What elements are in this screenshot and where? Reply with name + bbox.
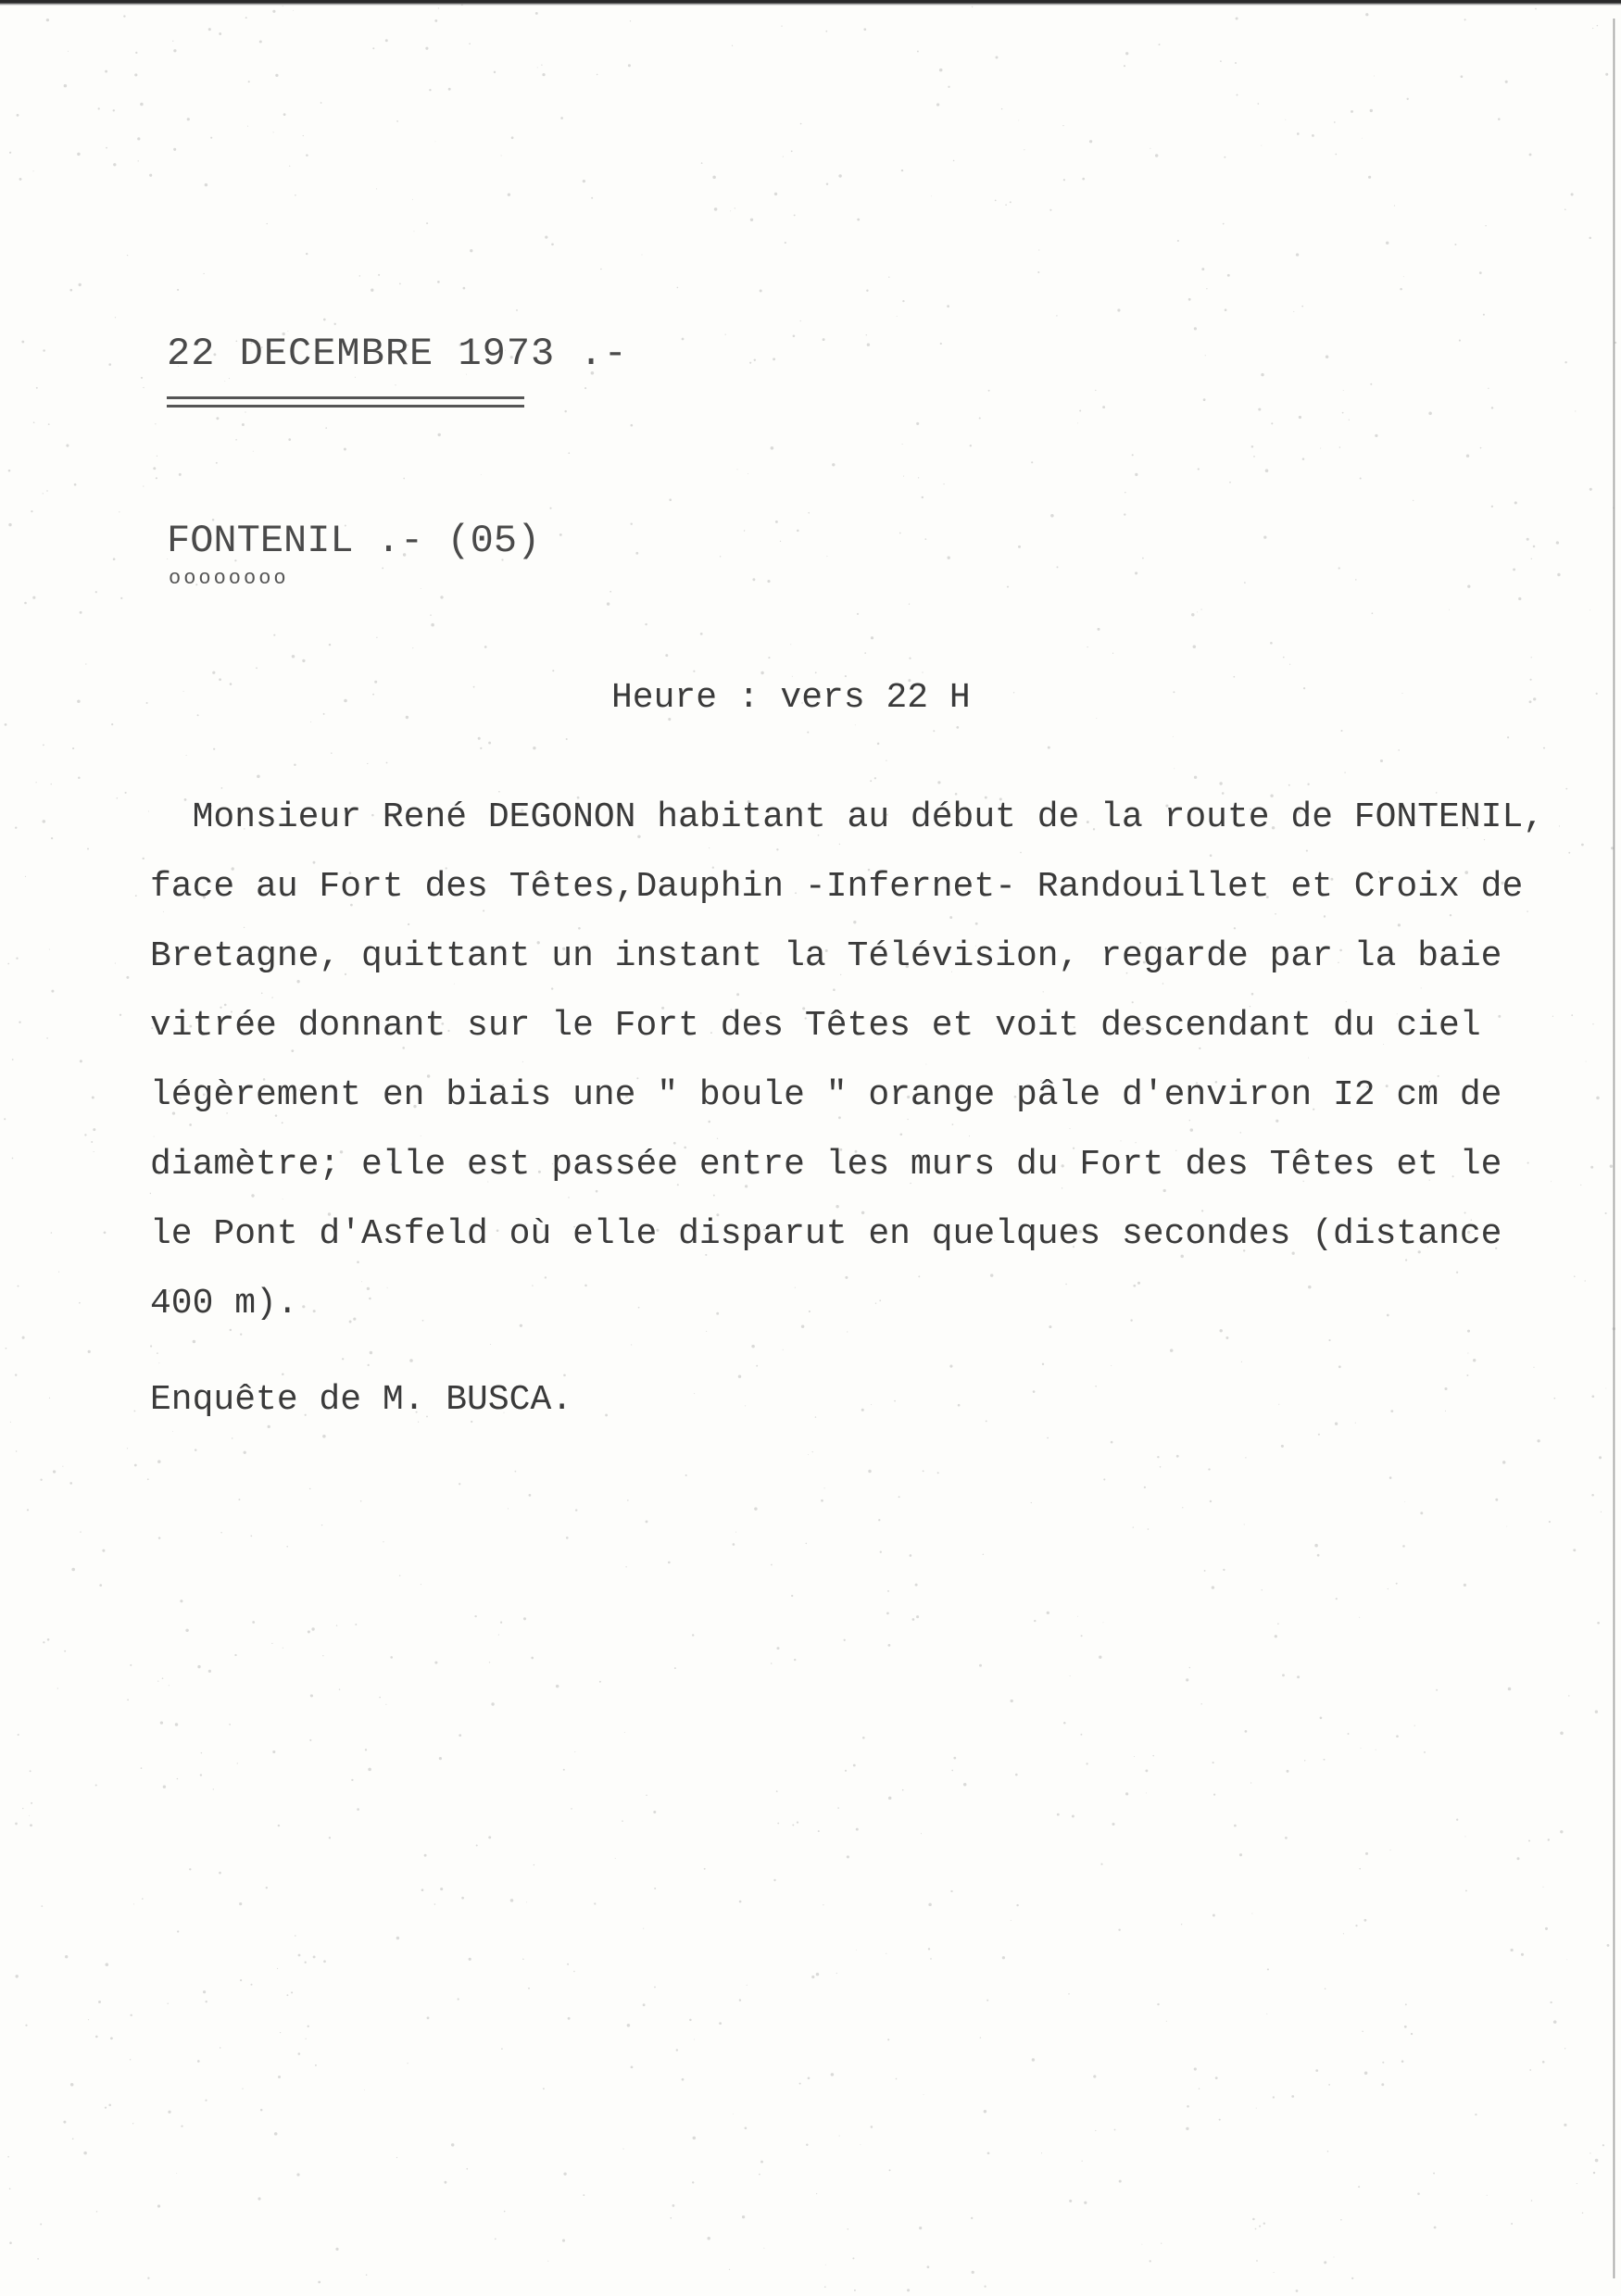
body-line: diamètre; elle est passée entre les murs du Fort des Têtes et le: [150, 1145, 1502, 1185]
document-place: FONTENIL .- (05): [167, 519, 541, 563]
date-double-underline: [167, 396, 524, 408]
investigator-signature-line: Enquête de M. BUSCA.: [150, 1380, 573, 1420]
body-line: vitrée donnant sur le Fort des Têtes et voit descendant du ciel: [150, 1006, 1481, 1046]
body-line: Monsieur René DEGONON habitant au début de la route de FONTENIL,: [150, 797, 1545, 837]
scan-top-edge: [0, 0, 1621, 6]
body-line: légèrement en biais une " boule " orange pâle d'environ I2 cm de: [150, 1075, 1502, 1115]
place-ornament: oooooooo: [169, 567, 289, 590]
body-line: le Pont d'Asfeld où elle disparut en quelques secondes (distance: [150, 1214, 1502, 1254]
body-line: 400 m).: [150, 1284, 298, 1324]
report-body: [150, 783, 1577, 1338]
scan-right-edge: [1613, 19, 1615, 2278]
event-time: Heure : vers 22 H: [611, 678, 971, 718]
document-date: 22 DECEMBRE 1973 .-: [167, 332, 628, 376]
body-line: Bretagne, quittant un instant la Télévision, regarde par la baie: [150, 936, 1502, 976]
body-line: face au Fort des Têtes,Dauphin -Infernet- Randouillet et Croix de: [150, 867, 1524, 907]
